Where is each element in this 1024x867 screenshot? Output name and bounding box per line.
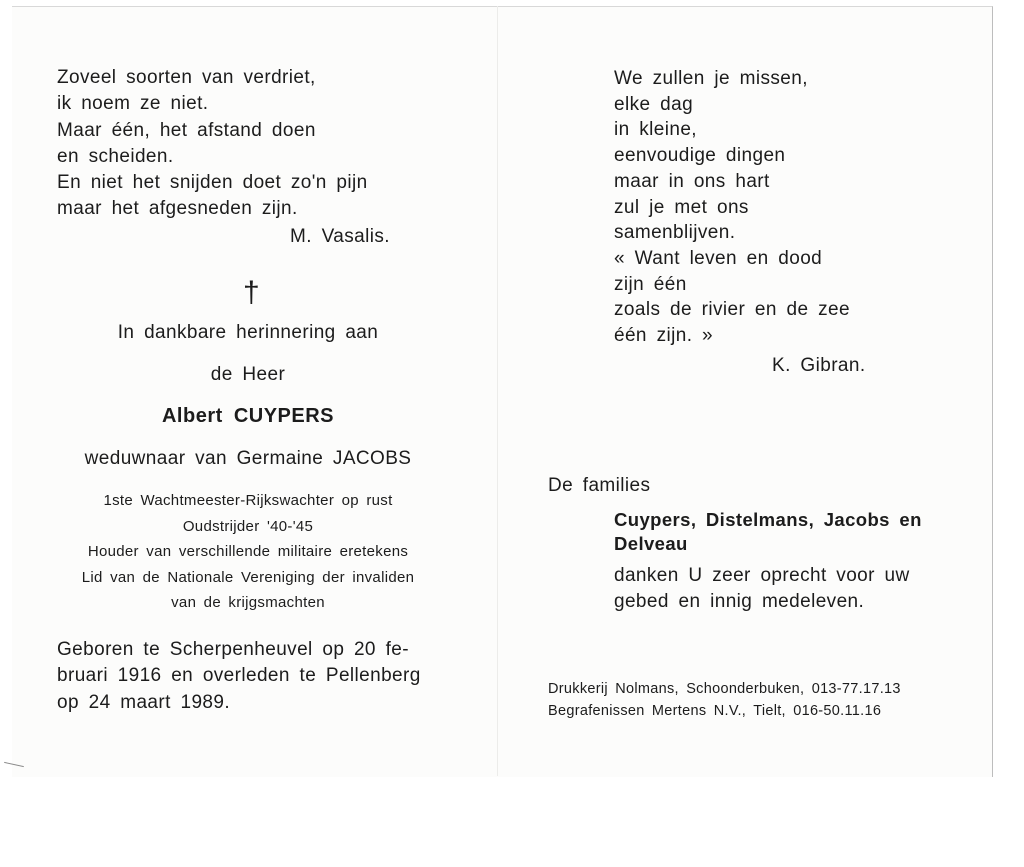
title-line: van de krijgsmachten [171,594,325,611]
family-names-line: Delveau [614,533,688,554]
memorial-line: In dankbare herinnering aan [117,322,379,343]
titles-list [48,488,448,616]
birth-death-line: Geboren te Scherpenheuvel op 20 fe- [57,639,409,660]
families-label: De families [548,475,651,496]
birth-death-line: op 24 maart 1989. [57,691,231,713]
poem-line: ik noem ze niet. [57,93,209,115]
thanks-line: danken U zeer oprecht voor uw [614,565,910,586]
poem-line: Zoveel soorten van verdriet, [57,67,316,88]
family-names-line: Cuypers, Distelmans, Jacobs en [614,509,922,530]
thanks-line: gebed en innig medeleven. [614,591,865,612]
title-line: Houder van verschillende militaire eretekens [87,543,409,560]
family-names [614,508,922,556]
poem-line: zoals de rivier en de zee [614,299,850,321]
deceased-name: Albert CUYPERS [161,405,335,427]
poem-line: Maar één, het afstand doen [57,119,316,141]
gibran-poem [614,66,850,349]
title-line: Oudstrijder '40-'45 [182,517,314,535]
card-fold-line [497,6,498,776]
poem-line: We zullen je missen, [614,68,808,89]
title-line: Lid van de Nationale Vereniging der invaliden [81,568,415,586]
poem-line: en scheiden. [57,145,174,167]
poem-line: samenblijven. [614,222,736,244]
poem-line: zul je met ons [614,196,749,218]
vasalis-poem [57,65,368,223]
printer-line: Drukkerij Nolmans, Schoonderbuken, 013-77.17.13 [548,681,901,697]
poem-line: elke dag [614,93,694,115]
birth-death-line: bruari 1916 en overleden te Pellenberg [57,665,421,687]
poem-line: maar het afgesneden zijn. [57,198,298,220]
poem-line: « Want leven en dood [614,247,823,269]
thanks-text [614,563,910,615]
poem-line: in kleine, [614,119,697,141]
printer-credits [548,678,901,722]
poem-line: één zijn. » [614,325,714,347]
poem-line: En niet het snijden doet zo'n pijn [57,172,368,194]
birth-death-text [57,637,421,716]
poem-author-vasalis: M. Vasalis. [290,226,390,247]
honorific: de Heer [210,364,286,385]
cross-icon: † [243,276,261,309]
title-line: 1ste Wachtmeester-Rijkswachter op rust [103,492,393,509]
poem-author-gibran: K. Gibran. [772,355,866,376]
poem-line: maar in ons hart [614,170,770,192]
poem-line: zijn één [614,273,687,295]
printer-line: Begrafenissen Mertens N.V., Tielt, 016-50.11.16 [548,703,882,719]
poem-line: eenvoudige dingen [614,145,786,167]
widower-line: weduwnaar van Germaine JACOBS [84,448,412,469]
